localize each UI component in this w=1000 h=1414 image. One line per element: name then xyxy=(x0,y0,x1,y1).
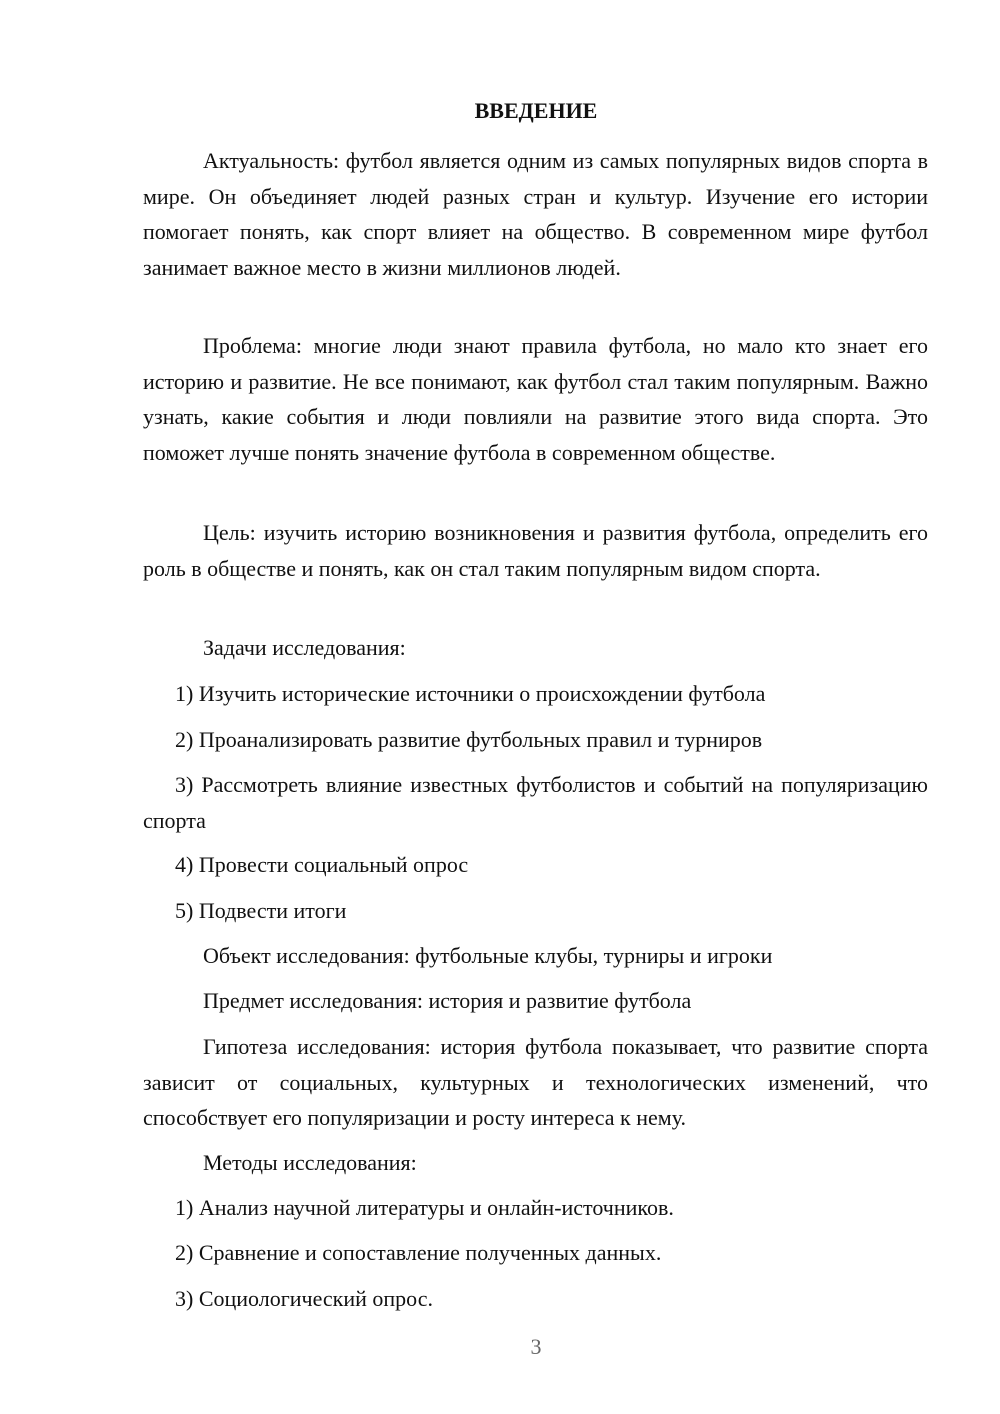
methods-heading: Методы исследования: xyxy=(203,1150,417,1175)
relevance-paragraph: Актуальность: футбол является одним из самых популярных видов спорта в мире. Он объединяет людей разных стран и культур. Изучение его истории помогает понять, как спорт влияет на общество. В современном мире футбол занимает важное место в жизни миллионов людей. xyxy=(143,148,928,280)
hypothesis-paragraph: Гипотеза исследования: история футбола показывает, что развитие спорта зависит от социальных, культурных и технологических изменений, что способствует его популяризации и росту интереса к нему. xyxy=(143,1034,928,1130)
method-item-1: 1) Анализ научной литературы и онлайн-источников. xyxy=(175,1195,674,1220)
object-paragraph: Объект исследования: футбольные клубы, турниры и игроки xyxy=(203,943,773,968)
section-heading: ВВЕДЕНИЕ xyxy=(474,98,598,123)
problem-paragraph: Проблема: многие люди знают правила футбола, но мало кто знает его историю и развитие. Не все понимают, как футбол стал таким популярным. Важно узнать, какие события и люди повлияли на развитие этого вида спорта. Это поможет лучше понять значение футбола в современном обществе. xyxy=(143,333,928,465)
goal-paragraph: Цель: изучить историю возникновения и развития футбола, определить его роль в обществе и понять, как он стал таким популярным видом спорта. xyxy=(143,520,928,581)
tasks-heading: Задачи исследования: xyxy=(203,635,406,660)
method-item-2: 2) Сравнение и сопоставление полученных данных. xyxy=(175,1240,662,1265)
page-number: 3 xyxy=(530,1334,542,1359)
subject-paragraph: Предмет исследования: история и развитие футбола xyxy=(203,988,692,1013)
task-item-2: 2) Проанализировать развитие футбольных правил и турниров xyxy=(175,727,763,752)
task-item-5: 5) Подвести итоги xyxy=(175,898,347,923)
task-item-3: 3) Рассмотреть влияние известных футболистов и событий на популяризацию спорта xyxy=(143,772,928,833)
method-item-3: 3) Социологический опрос. xyxy=(175,1286,433,1311)
task-item-4: 4) Провести социальный опрос xyxy=(175,852,469,877)
task-item-1: 1) Изучить исторические источники о происхождении футбола xyxy=(175,681,766,706)
